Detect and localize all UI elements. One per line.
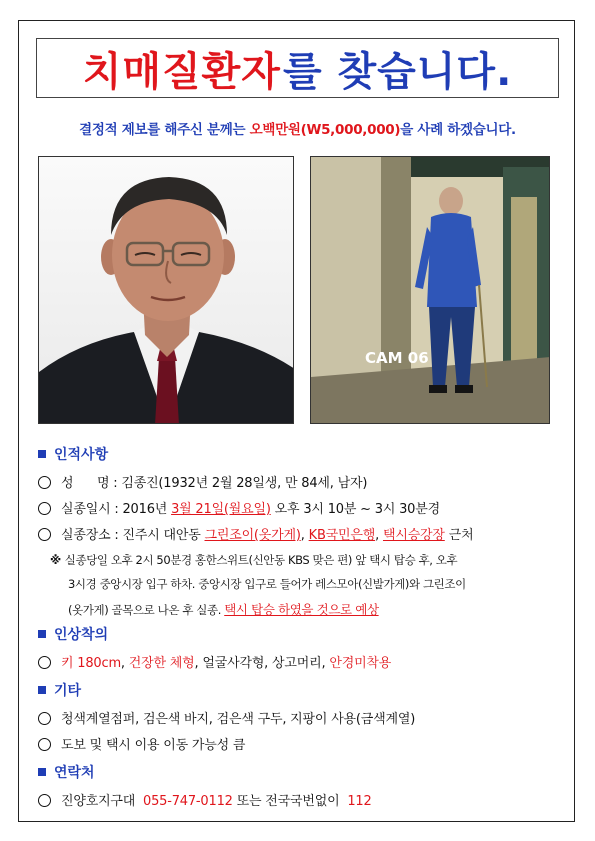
section-bullet-icon — [38, 450, 46, 458]
section-contact-label: 연락처 — [54, 765, 95, 781]
note-mark: ※ — [50, 553, 61, 567]
section-personal-heading — [38, 444, 108, 464]
title-blue: 를 찾습니다. — [282, 48, 513, 95]
appearance-separator: , — [120, 656, 129, 671]
height-value: 키 180cm — [61, 656, 121, 671]
section-bullet-icon — [38, 686, 46, 694]
section-other-label: 기타 — [54, 683, 82, 699]
appearance-details: , 얼굴사각형, 상고머리, — [194, 656, 330, 671]
other-movement-row — [38, 734, 245, 753]
place-bank: KB국민은행 — [308, 528, 376, 543]
circle-bullet-icon — [38, 794, 51, 807]
contact-phone: 055-747-0112 — [143, 794, 233, 809]
body-type: 건장한 체형 — [128, 656, 195, 671]
poster-title — [36, 38, 559, 98]
emergency-number: 112 — [347, 794, 372, 809]
appearance-row — [38, 652, 391, 671]
circle-bullet-icon — [38, 476, 51, 489]
place-prefix: : 진주시 대안동 — [110, 528, 205, 543]
section-personal-label: 인적사항 — [54, 447, 109, 463]
missing-time: 오후 3시 10분 ~ 3시 30분경 — [270, 502, 440, 517]
date-label: 실종일시 — [61, 502, 111, 517]
personal-place-row — [38, 524, 473, 543]
reward-notice — [30, 118, 565, 138]
note-line-1 — [50, 552, 457, 568]
name-label: 성 명 — [61, 476, 110, 491]
place-taxi-stand: 택시승강장 — [382, 528, 445, 543]
circle-bullet-icon — [38, 712, 51, 725]
place-suffix: 근처 — [444, 528, 474, 543]
note-line-3 — [68, 600, 379, 618]
note-text-2: 3시경 중앙시장 입구 하차. 중앙시장 입구로 들어가 레스모아(신발가게)와 그린조이 — [68, 577, 466, 591]
section-appearance-label: 인상착의 — [54, 627, 109, 643]
portrait-photo — [38, 156, 294, 424]
personal-date-row — [38, 498, 440, 517]
name-value: : 김종진(1932년 2월 28일생, 만 84세, 남자) — [109, 476, 368, 491]
clothing-description: 청색계열점퍼, 검은색 바지, 검은색 구두, 지팡이 사용(금색계열) — [61, 712, 416, 727]
note-text-3: (옷가게) 골목으로 나온 후 실종. — [68, 603, 225, 617]
other-clothing-row — [38, 708, 415, 727]
section-appearance-heading — [38, 624, 108, 644]
section-bullet-icon — [38, 768, 46, 776]
missing-date: 3월 21일(월요일) — [171, 502, 271, 517]
section-bullet-icon — [38, 630, 46, 638]
place-separator: , — [300, 528, 309, 543]
circle-bullet-icon — [38, 656, 51, 669]
reward-amount: 오백만원(W5,000,000) — [249, 122, 401, 138]
note-text-1: 실종당일 오후 2시 50분경 홍한스위트(신안동 KBS 맞은 편) 앞 택시 탑승 후, 오후 — [64, 553, 458, 567]
note-taxi-highlight: 택시 탑승 하였을 것으로 예상 — [224, 602, 379, 617]
glasses-status: 안경미착용 — [329, 656, 392, 671]
cctv-photo — [310, 156, 550, 424]
section-contact-heading — [38, 762, 95, 782]
date-prefix: : 2016년 — [110, 502, 172, 517]
place-store: 그린조이(옷가게) — [204, 528, 301, 543]
section-other-heading — [38, 680, 81, 700]
circle-bullet-icon — [38, 738, 51, 751]
place-separator: , — [375, 528, 383, 543]
circle-bullet-icon — [38, 528, 51, 541]
title-red: 치매질환자 — [82, 48, 281, 95]
contact-row — [38, 790, 372, 809]
movement-note: 도보 및 택시 이용 이동 가능성 큼 — [61, 738, 246, 753]
cctv-camera-label: CAM 06 — [365, 349, 429, 367]
place-label: 실종장소 — [61, 528, 111, 543]
reward-text-before: 결정적 제보를 해주신 분께는 — [79, 122, 250, 138]
circle-bullet-icon — [38, 502, 51, 515]
contact-or-text: 또는 전국국번없이 — [232, 794, 348, 809]
personal-name-row — [38, 472, 367, 491]
reward-text-after: 을 사례 하겠습니다. — [400, 122, 516, 138]
note-line-2 — [68, 576, 466, 592]
police-station: 진양호지구대 — [61, 794, 144, 809]
